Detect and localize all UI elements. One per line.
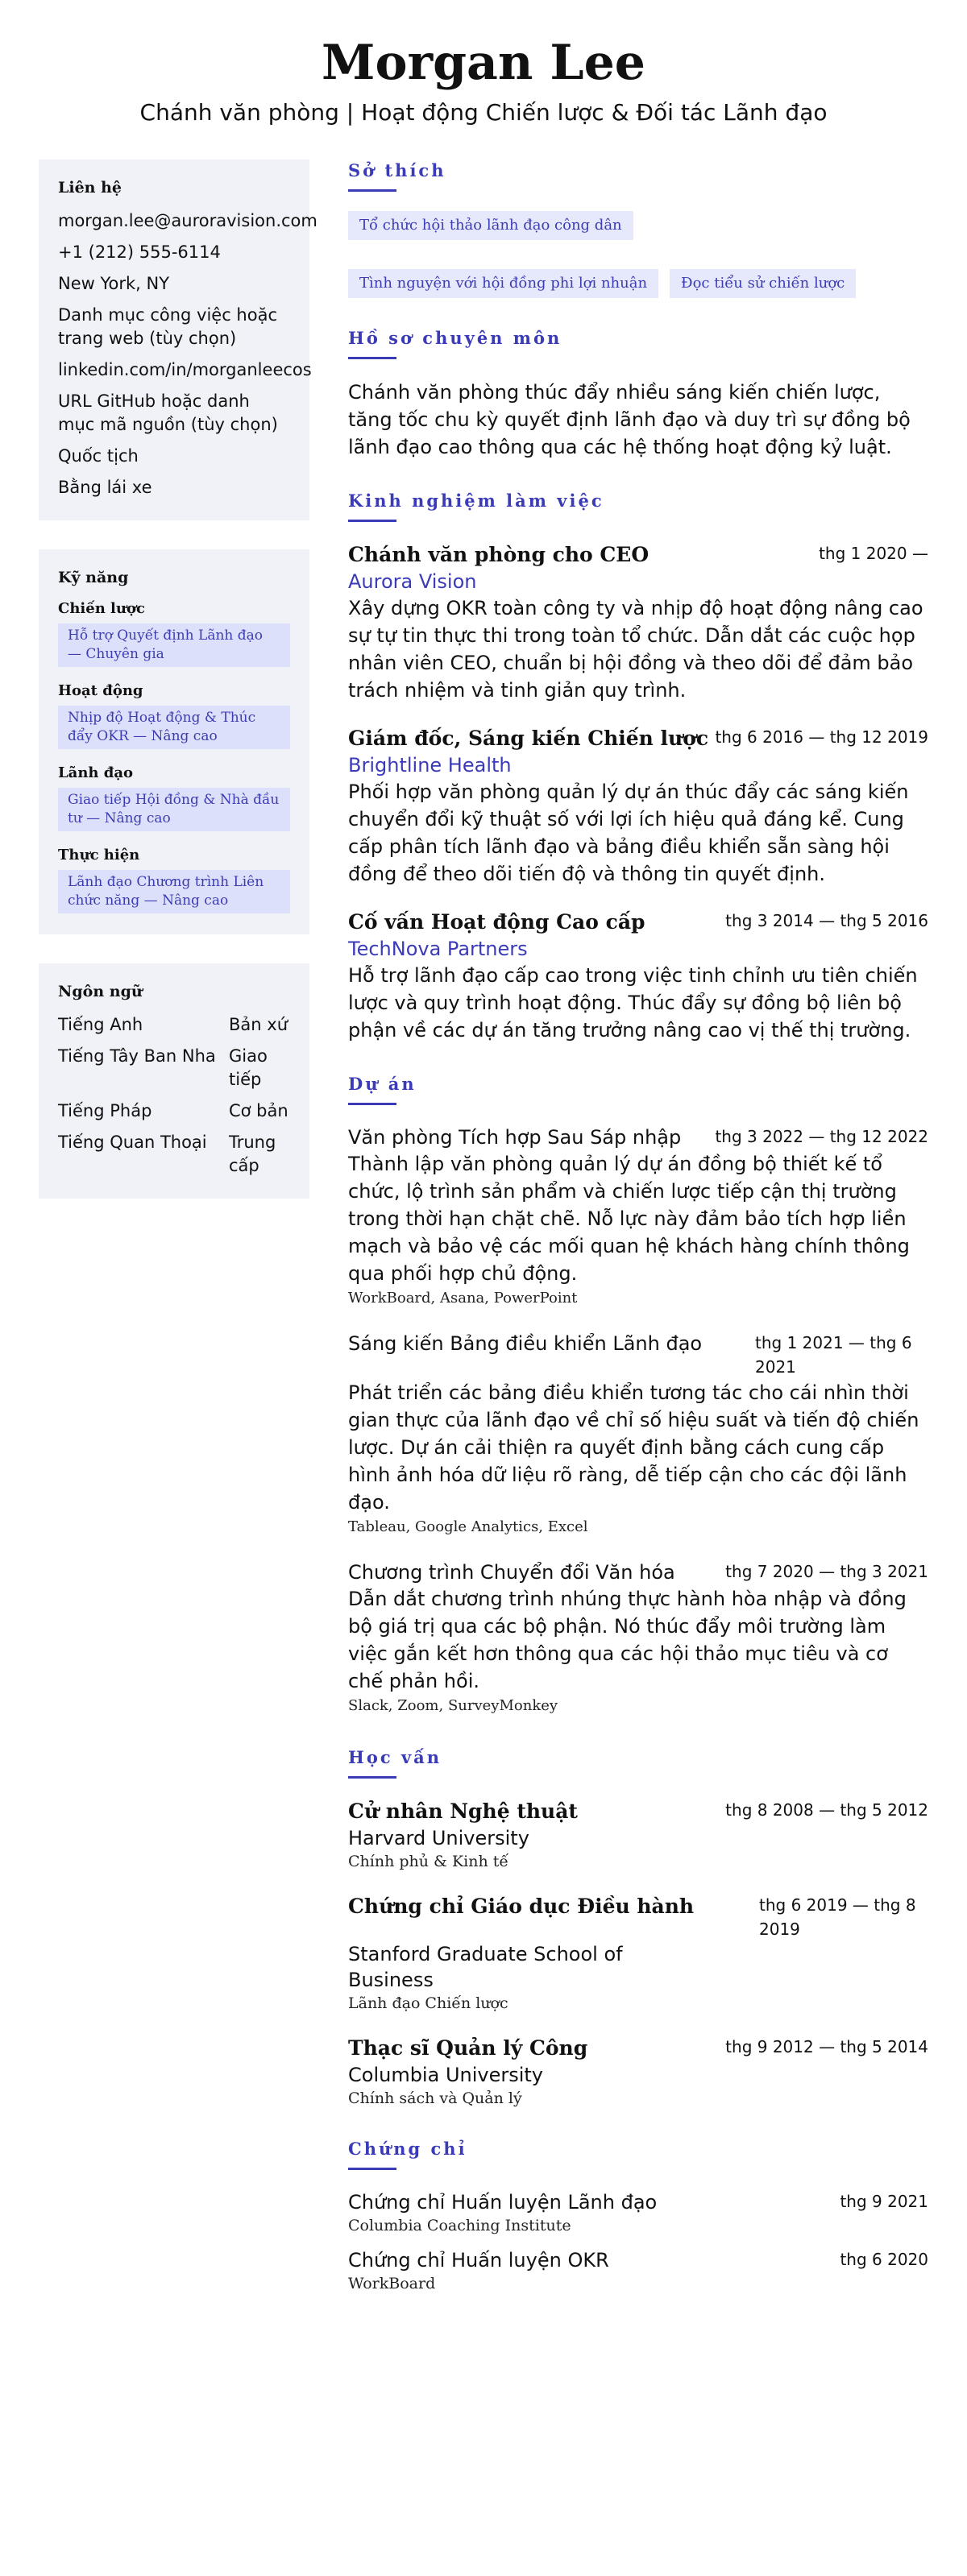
project-description: Thành lập văn phòng quản lý dự án đồng bộ thiết kế tổ chức, lộ trình sản phẩm và chiến lược tiếp cận thị trường trong thời hạn chặt chẽ. Nỗ lực này đảm bảo tích hợp liền mạch và bảo vệ các mối quan hệ khách hàng chính thông qua phối hợp chủ động.: [348, 1153, 910, 1285]
project-entry: [348, 1559, 928, 1717]
profile-heading: Hồ sơ chuyên môn: [348, 328, 562, 348]
language-name: Tiếng Quan Thoại: [58, 1133, 207, 1152]
contact-license: Bằng lái xe: [58, 478, 152, 497]
contact-box: [39, 159, 317, 520]
project-tools: Slack, Zoom, SurveyMonkey: [348, 1697, 558, 1714]
skills-heading: Kỹ năng: [58, 569, 129, 586]
field-of-study: Lãnh đạo Chiến lược: [348, 1994, 508, 2012]
project-date: thg 7 2020 — thg 3 2021: [725, 1562, 928, 1581]
skill-category: Hoạt động: [58, 682, 143, 699]
education-date: thg 6 2019 — thg 8 2019: [759, 1895, 916, 1939]
language-row: [58, 1013, 290, 1037]
contact-phone[interactable]: +1 (212) 555-6114: [58, 242, 221, 262]
language-level: Giao tiếp: [229, 1046, 268, 1089]
education-date: thg 9 2012 — thg 5 2014: [725, 2037, 928, 2056]
company-name: TechNova Partners: [348, 938, 528, 960]
interest-tag: Tình nguyện với hội đồng phi lợi nhuận: [348, 269, 658, 298]
school-name: Columbia University: [348, 2064, 544, 2086]
section-divider: [348, 189, 396, 192]
project-tools: Tableau, Google Analytics, Excel: [348, 1518, 588, 1535]
contact-portfolio[interactable]: Danh mục công việc hoặc trang web (tùy chọn): [58, 305, 278, 348]
language-row: [58, 1100, 290, 1123]
contact-location: New York, NY: [58, 274, 170, 293]
resume-header: [0, 0, 967, 127]
project-description: Dẫn dắt chương trình nhúng thực hành hòa nhập và đồng bộ giá trị qua các bộ phận. Nó thúc đẩy môi trường làm việc gắn kết hơn thông qua các hội thảo mục tiêu và cơ chế phản hồi.: [348, 1588, 907, 1692]
degree-name: Chứng chỉ Giáo dục Điều hành: [348, 1895, 695, 1918]
experience-entry: [348, 909, 928, 1044]
certification-name: Chứng chỉ Huấn luyện Lãnh đạo: [348, 2191, 658, 2214]
job-date: thg 1 2020 —: [819, 544, 928, 563]
profile-summary: Chánh văn phòng thúc đẩy nhiều sáng kiến chiến lược, tăng tốc chu kỳ quyết định lãnh đạo và duy trì sự đồng bộ lãnh đạo cao thông qua các hệ thống hoạt động kỷ luật.: [348, 381, 911, 458]
language-name: Tiếng Anh: [58, 1015, 143, 1034]
job-title: Chánh văn phòng cho CEO: [348, 543, 650, 566]
education-heading: Học vấn: [348, 1747, 442, 1767]
project-date: thg 1 2021 — thg 6 2021: [755, 1333, 912, 1377]
project-tools: WorkBoard, Asana, PowerPoint: [348, 1290, 578, 1307]
education-date: thg 8 2008 — thg 5 2012: [725, 1800, 928, 1820]
sidebar: [39, 159, 317, 1228]
experience-entry: [348, 725, 928, 888]
project-date: thg 3 2022 — thg 12 2022: [715, 1127, 928, 1146]
section-divider: [348, 2168, 396, 2170]
certification-issuer: WorkBoard: [348, 2275, 436, 2292]
skill-tag: Giao tiếp Hội đồng & Nhà đầu tư — Nâng cao: [58, 788, 290, 831]
certifications-heading: Chứng chỉ: [348, 2139, 467, 2159]
experience-section: [348, 490, 928, 1044]
projects-section: [348, 1073, 928, 1717]
education-entry: [348, 1893, 928, 2014]
skill-tag: Lãnh đạo Chương trình Liên chức năng — Nâng cao: [58, 870, 290, 913]
project-entry: [348, 1331, 928, 1539]
languages-box: [39, 963, 309, 1199]
projects-heading: Dự án: [348, 1074, 417, 1094]
certification-date: thg 9 2021: [840, 2192, 928, 2211]
skill-category: Chiến lược: [58, 600, 145, 617]
project-name: Chương trình Chuyển đổi Văn hóa: [348, 1561, 675, 1584]
interests-section: [348, 159, 928, 298]
project-name: Văn phòng Tích hợp Sau Sáp nhập: [348, 1126, 682, 1149]
section-divider: [348, 357, 396, 359]
company-name: Brightline Health: [348, 754, 512, 777]
school-name: Harvard University: [348, 1827, 529, 1849]
skill-tag: Hỗ trợ Quyết định Lãnh đạo — Chuyên gia: [58, 623, 290, 667]
field-of-study: Chính sách và Quản lý: [348, 2089, 522, 2107]
skills-box: [39, 549, 309, 934]
education-entry: [348, 1798, 928, 1872]
interest-tags: [348, 211, 928, 298]
language-level: Cơ bản: [229, 1101, 288, 1120]
contact-heading: Liên hệ: [58, 179, 122, 197]
project-name: Sáng kiến Bảng điều khiển Lãnh đạo: [348, 1332, 703, 1355]
interest-tag: Đọc tiểu sử chiến lược: [670, 269, 856, 298]
languages-heading: Ngôn ngữ: [58, 983, 143, 1000]
education-entry: [348, 2035, 928, 2109]
contact-email[interactable]: morgan.lee@auroravision.com: [58, 211, 317, 230]
language-level: Bản xứ: [229, 1015, 288, 1034]
job-description: Hỗ trợ lãnh đạo cấp cao trong việc tinh chỉnh ưu tiên chiến lược và quy trình hoạt động. Thúc đẩy sự đồng bộ liên bộ phận về các dự án tăng trưởng nâng cao vị thế thị trường.: [348, 964, 918, 1042]
profile-section: [348, 327, 928, 461]
skill-category: Thực hiện: [58, 847, 140, 863]
language-name: Tiếng Pháp: [58, 1101, 152, 1120]
candidate-title: Chánh văn phòng | Hoạt động Chiến lược & Đối tác Lãnh đạo: [139, 99, 828, 126]
candidate-name: Morgan Lee: [322, 35, 645, 91]
certification-date: thg 6 2020: [840, 2250, 928, 2269]
certification-issuer: Columbia Coaching Institute: [348, 2217, 571, 2234]
contact-github[interactable]: URL GitHub hoặc danh mục mã nguồn (tùy chọn): [58, 391, 278, 434]
company-name: Aurora Vision: [348, 570, 477, 593]
certification-entry: [348, 2189, 928, 2236]
language-row: [58, 1131, 290, 1178]
experience-heading: Kinh nghiệm làm việc: [348, 491, 604, 511]
skill-category: Lãnh đạo: [58, 764, 134, 781]
section-divider: [348, 520, 396, 522]
job-date: thg 6 2016 — thg 12 2019: [715, 727, 928, 747]
skill-tag: Nhịp độ Hoạt động & Thúc đẩy OKR — Nâng cao: [58, 706, 290, 749]
degree-name: Cử nhân Nghệ thuật: [348, 1799, 578, 1823]
job-title: Cố vấn Hoạt động Cao cấp: [348, 910, 645, 934]
interest-tag: Tổ chức hội thảo lãnh đạo công dân: [348, 211, 633, 240]
certification-name: Chứng chỉ Huấn luyện OKR: [348, 2249, 609, 2272]
job-description: Xây dựng OKR toàn công ty và nhịp độ hoạt động nâng cao sự tự tin thực thi trong toàn tổ chức. Dẫn dắt các cuộc họp nhân viên CEO, chuẩn bị hội đồng và theo dõi để đảm bảo trách nhiệm và tinh giản quy trình.: [348, 597, 923, 702]
language-row: [58, 1045, 290, 1091]
field-of-study: Chính phủ & Kinh tế: [348, 1853, 509, 1870]
language-name: Tiếng Tây Ban Nha: [58, 1046, 216, 1066]
section-divider: [348, 1776, 396, 1779]
project-description: Phát triển các bảng điều khiển tương tác cho cái nhìn thời gian thực của lãnh đạo về chỉ số hiệu suất và tiến độ chiến lược. Dự án cải thiện ra quyết định bằng cách cung cấp hình ảnh hóa dữ liệu rõ ràng, dễ tiếp cận cho các đội lãnh đạo.: [348, 1381, 919, 1514]
main-column: [348, 159, 928, 2323]
certifications-section: [348, 2138, 928, 2294]
section-divider: [348, 1103, 396, 1105]
interests-heading: Sở thích: [348, 160, 446, 180]
project-entry: [348, 1124, 928, 1310]
language-level: Trung cấp: [229, 1133, 276, 1175]
certification-entry: [348, 2247, 928, 2294]
school-name: Stanford Graduate School of Business: [348, 1943, 623, 1991]
experience-entry: [348, 541, 928, 704]
contact-nationality: Quốc tịch: [58, 446, 139, 466]
contact-linkedin[interactable]: linkedin.com/in/morganleecos: [58, 360, 312, 379]
job-date: thg 3 2014 — thg 5 2016: [725, 911, 928, 930]
degree-name: Thạc sĩ Quản lý Công: [348, 2036, 588, 2060]
job-description: Phối hợp văn phòng quản lý dự án thúc đẩy các sáng kiến chuyển đổi kỹ thuật số với lợi ích hiệu quả đáng kể. Cung cấp phân tích lãnh đạo và bảng điều khiển sẵn sàng hội đồng để theo dõi tiến độ và thông tin quyết định.: [348, 781, 909, 885]
education-section: [348, 1746, 928, 2109]
job-title: Giám đốc, Sáng kiến Chiến lược: [348, 727, 709, 750]
